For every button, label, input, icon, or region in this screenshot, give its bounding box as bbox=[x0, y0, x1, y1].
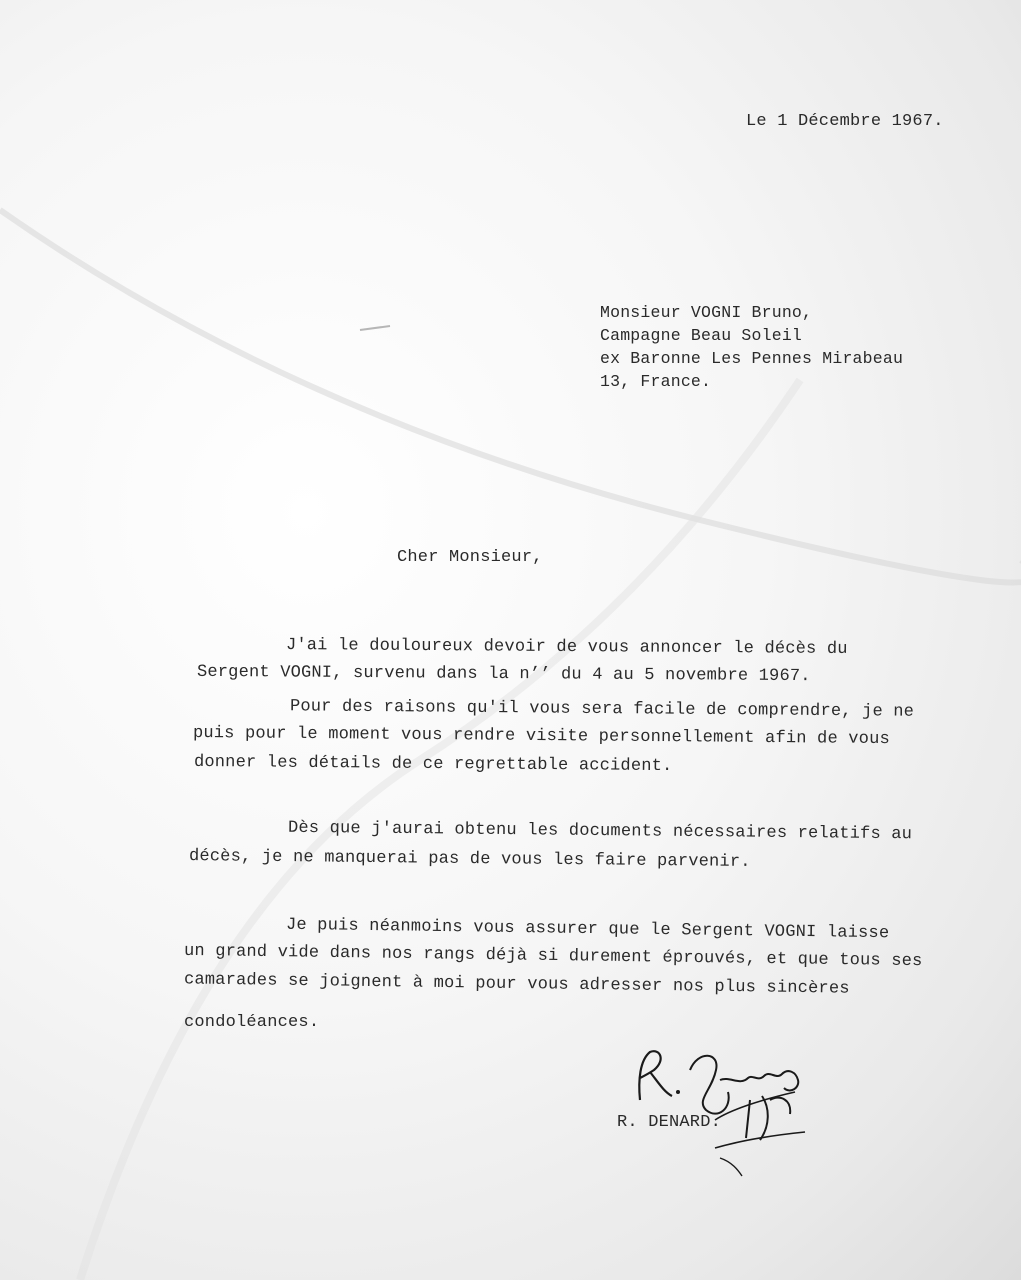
recipient-address-line: ex Baronne Les Pennes Mirabeau bbox=[600, 349, 904, 368]
body-line: J'ai le douloureux devoir de vous annoncer le décès du bbox=[285, 636, 848, 659]
body-line: Sergent VOGNI, survenu dans la n’’ du 4 au 5 novembre 1967. bbox=[196, 662, 811, 687]
signatory-name: R. DENARD. bbox=[617, 1113, 722, 1132]
body-line: Dès que j'aurai obtenu les documents nécessaires relatifs au bbox=[287, 818, 913, 845]
salutation: Cher Monsieur, bbox=[397, 548, 543, 567]
body-line: un grand vide dans nos rangs déjà si durement éprouvés, et que tous ses bbox=[183, 941, 923, 972]
body-line: décès, je ne manquerai pas de vous les faire parvenir. bbox=[188, 847, 751, 872]
body-line: Je puis néanmoins vous assurer que le Sergent VOGNI laisse bbox=[285, 915, 890, 944]
body-line: puis pour le moment vous rendre visite personnellement afin de vous bbox=[192, 723, 890, 750]
body-line: camarades se joignent à moi pour vous adresser nos plus sincères bbox=[183, 970, 850, 999]
letter-date: Le 1 Décembre 1967. bbox=[746, 112, 944, 131]
handwritten-signature bbox=[620, 1030, 820, 1180]
body-line: donner les détails de ce regrettable accident. bbox=[193, 752, 673, 777]
body-line: Pour des raisons qu'il vous sera facile de comprendre, je ne bbox=[289, 697, 915, 722]
recipient-address-line: Campagne Beau Soleil bbox=[600, 326, 803, 345]
recipient-address-line: 13, France. bbox=[600, 372, 712, 391]
body-line: condoléances. bbox=[184, 1013, 320, 1032]
recipient-address-line: Monsieur VOGNI Bruno, bbox=[600, 303, 813, 322]
